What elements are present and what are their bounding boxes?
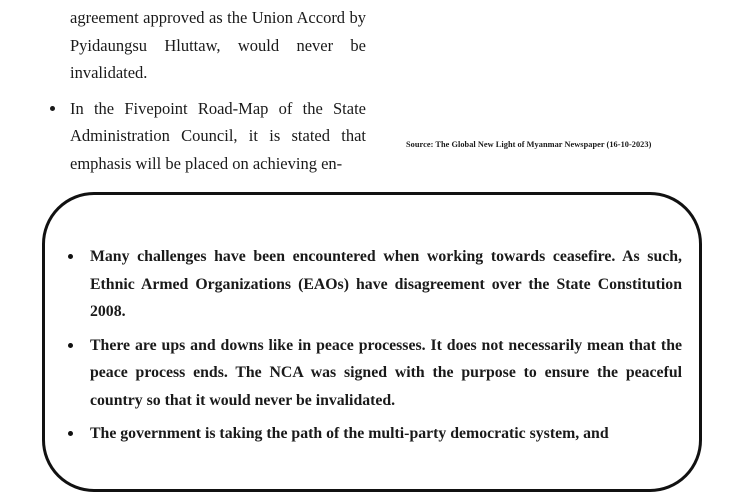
- bullet-dot-icon: [50, 106, 55, 111]
- summary-bullet-text: There are ups and downs like in peace processes. It does not necessarily mean that the peace process ends. The NCA was signed with the purpose to ensure the peaceful country so that it would never be invalidated.: [90, 336, 682, 409]
- continued-paragraph: agreement approved as the Union Accord by Pyidaungsu Hluttaw, would never be invalidated.: [70, 8, 366, 82]
- summary-bullet-text: The government is taking the path of the multi-party democratic system, and: [90, 425, 609, 442]
- summary-bullet-item: [64, 243, 682, 326]
- bullet-dot-icon: [68, 254, 73, 259]
- summary-bullet-list: [64, 243, 682, 454]
- left-bullet-text: In the Fivepoint Road-Map of the State Administration Council, it is stated that emphasis will be placed on achieving en-: [70, 98, 366, 173]
- bullet-dot-icon: [68, 431, 73, 436]
- left-column: [48, 4, 366, 177]
- summary-bullet-item: [64, 332, 682, 415]
- summary-bullet-item: [64, 420, 682, 448]
- left-bullet-item: [48, 95, 366, 178]
- bullet-dot-icon: [68, 343, 73, 348]
- source-caption: Source: The Global New Light of Myanmar Newspaper (16-10-2023): [406, 140, 652, 149]
- summary-bullet-text: Many challenges have been encountered when working towards ceasefire. As such, Ethnic Armed Organizations (EAOs) have disagreement over the State Constitution 2008.: [90, 248, 682, 320]
